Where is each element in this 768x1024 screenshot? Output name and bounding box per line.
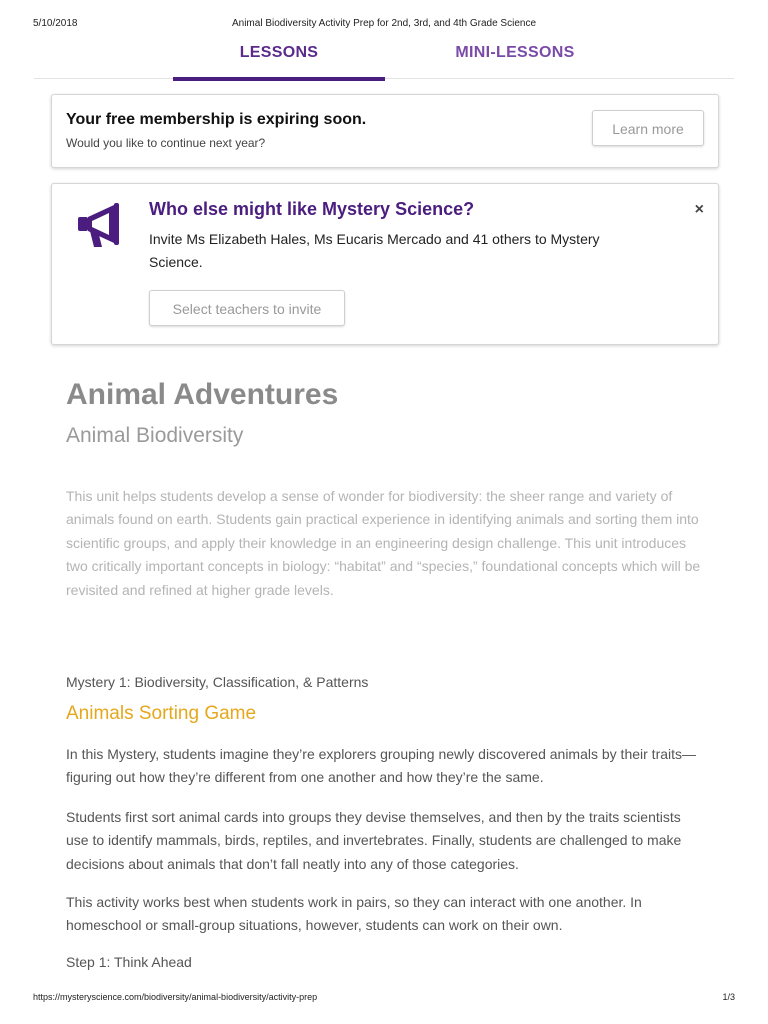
close-icon[interactable]: × <box>694 201 704 218</box>
mystery-paragraph: Students first sort animal cards into groups they devise themselves, and then by the traits scientists use to identify mammals, birds, reptiles, and invertebrates. Finally, students are challenged to make decisions about animals that don’t fall neatly into any of those categories. <box>66 809 682 872</box>
print-page-title: Animal Biodiversity Activity Prep for 2nd, 3rd, and 4th Grade Science <box>231 18 537 29</box>
membership-subtitle: Would you like to continue next year? <box>66 136 266 150</box>
learn-more-button[interactable]: Learn more <box>592 110 704 146</box>
invite-banner <box>51 183 719 345</box>
page-number: 1/3 <box>722 992 735 1002</box>
invite-title: Who else might like Mystery Science? <box>149 199 475 219</box>
unit-description: This unit helps students develop a sense of wonder for biodiversity: the sheer range and variety of animals found on earth. Students gain practical experience in identifying animals and sorting them into scientific groups, and apply their knowledge in an engineering design challenge. This unit introduces two critically important concepts in biology: “habitat” and “species,” foundational concepts which will be revisited and refined at higher grade levels. <box>66 488 701 598</box>
select-teachers-button[interactable]: Select teachers to invite <box>149 290 345 326</box>
step-heading: Step 1: Think Ahead <box>66 954 192 970</box>
print-date: 5/10/2018 <box>33 18 78 29</box>
tab-mini-lessons[interactable]: MINI-LESSONS <box>455 44 575 61</box>
unit-subtitle: Animal Biodiversity <box>66 424 244 447</box>
tab-lessons[interactable]: LESSONS <box>173 44 385 81</box>
unit-title: Animal Adventures <box>66 378 339 411</box>
megaphone-icon <box>76 201 130 251</box>
membership-banner <box>51 94 719 168</box>
mystery-title[interactable]: Animals Sorting Game <box>66 703 257 724</box>
mystery-paragraph: This activity works best when students work in pairs, so they can interact with one another. In homeschool or small-group situations, however, students can work on their own. <box>66 894 642 934</box>
mystery-label: Mystery 1: Biodiversity, Classification, & Patterns <box>66 674 369 690</box>
lesson-tabs <box>34 36 734 79</box>
membership-title: Your free membership is expiring soon. <box>66 111 367 128</box>
print-url: https://mysteryscience.com/biodiversity/animal-biodiversity/activity-prep <box>33 992 318 1002</box>
mystery-paragraph: In this Mystery, students imagine they’re explorers grouping newly discovered animals by their traits—figuring out how they’re different from one another and how they’re the same. <box>66 746 697 786</box>
invite-text: Invite Ms Elizabeth Hales, Ms Eucaris Mercado and 41 others to Mystery Science. <box>149 231 600 270</box>
